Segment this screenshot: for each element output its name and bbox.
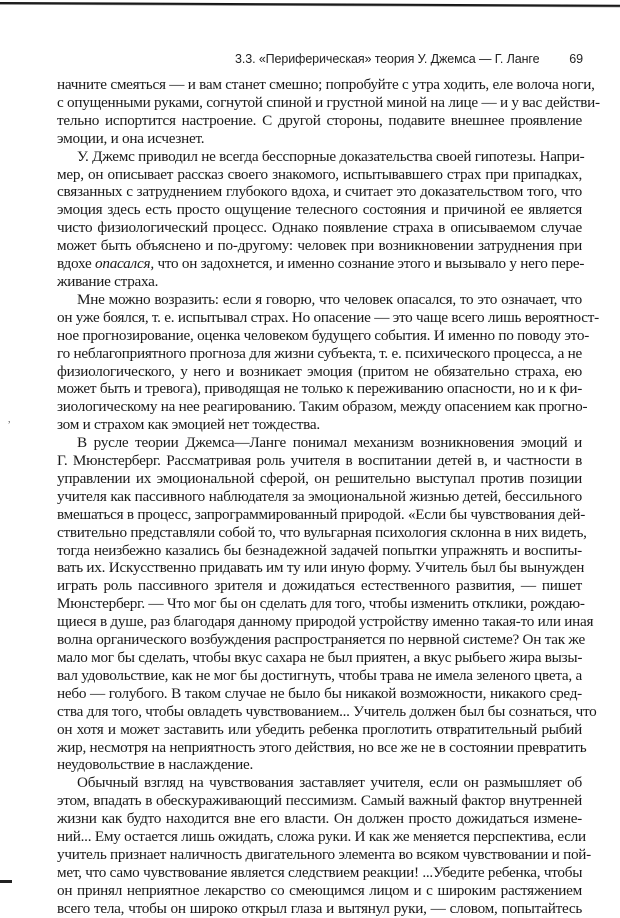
text-line: жизни как будто находится вне его власти. Он должен просто дожидаться измене- [57, 810, 582, 828]
text-line: Обычный взгляд на чувствования заставляет учителя, если он размышляет об [77, 774, 582, 792]
margin-mark: , [8, 414, 11, 425]
paragraph [57, 434, 597, 774]
text-line: этом, впадать в обескураживающий пессимизм. Самый важный фактор внутренней [57, 792, 582, 810]
text-line: вал удовольствие, как не мог бы достигнуть, чтобы трава не имела зеленого цвета, а [57, 666, 582, 684]
text-line: щиеся в душе, раз благодаря данному природой устройству именно такая-то или иная [57, 613, 594, 631]
text-line: начните смеяться — и вам станет смешно; попробуйте с утра ходить, еле волоча ноги, [57, 76, 595, 93]
text-line: живание страха. [57, 272, 159, 290]
text-line: эмоции, и она исчезнет. [57, 129, 205, 147]
text-line: зом и страхом как эмоцией нет тождества. [57, 416, 320, 434]
text-line: может быть объяснено и по-другому: человек при возникновении затруднения при [57, 237, 582, 255]
text-line: небо — голубого. В таком случае не было бы никакой возможности, никакого сред- [57, 684, 582, 702]
text-line: Мюнстерберг. — Что мог бы он сделать для того, чтобы изменить отклики, рождаю- [57, 595, 585, 613]
text-line: мер, он описывает рассказ своего знакомого, испытывавшего страх при припадках, [57, 165, 582, 183]
text-line: волна органического возбуждения распространяется по нервной системе? Он так же [57, 631, 585, 649]
text-line: зиологическому на нее реагированию. Таким образом, между опасением как прогно- [57, 398, 588, 416]
text-line: физиологического, у него и возникает эмоция (притом не обязательно страха, ею [57, 362, 582, 380]
text-line: он уже боялся, т. е. испытывал страх. Но опасение — это чаще всего лишь вероятност- [57, 308, 599, 326]
italic-term: опасался, [95, 255, 154, 273]
text-line: вдохе опасался, что он задохнется, и именно сознание этого и вызывало у него пере- [57, 255, 585, 273]
scan-corner-artifact [0, 880, 12, 883]
text-line: ства для того, чтобы овладеть чувствованием... Учитель должен был бы сознаться, что [57, 702, 597, 720]
text-line: чисто физиологический процесс. Однако появление страха в описываемом случае [57, 219, 582, 237]
text-line: жир, несмотря на неприятность этого действия, но все же не в состоянии превратить [57, 738, 587, 756]
text-line: вать их. Искусственно придавать им ту или иную форму. Учитель был бы вынужден [57, 559, 585, 577]
text-line: управлении их эмоциональной сферой, он решительно выступал против позиции [57, 469, 582, 487]
body-text [57, 76, 600, 918]
text-line: ний... Ему остается лишь ожидать, сложа руки. И как же меняется перспектива, если [57, 828, 586, 846]
paragraph [57, 774, 591, 917]
text-line: с опущенными руками, согнутой спиной и грустной миной на лице — и у вас действи- [57, 93, 600, 111]
text-line: учитель признает наличность двигательного элемента во всяком чувствовании и пой- [57, 845, 591, 863]
text-line: играть роль пассивного зрителя и дожидаться естественного развития, — пишет [57, 577, 582, 595]
scan-top-border [0, 2, 620, 8]
text-line: мет, что само чувствование является следствием реакции! ...Убедите ребенка, чтобы [57, 863, 583, 881]
text-line: неудовольствие в наслаждение. [57, 756, 254, 774]
text-line: тогда неизбежно казались бы безнадежной задачей попытки упражнять и воспиты- [57, 541, 582, 559]
text-line: вмешаться в процесс, запрограммированный природой. «Если бы чувствования дей- [57, 505, 586, 523]
text-line: связанных с затруднением глубокого вдоха, и считает это доказательством того, что [57, 183, 582, 201]
page-number: 69 [569, 52, 583, 66]
text-line: го неблагоприятного прогноза для жизни субъекта, т. е. психического процесса, а не [57, 344, 582, 362]
running-header-title: 3.3. «Периферическая» теория У. Джемса — Г. Ланге [235, 52, 540, 66]
text-line: он принял неприятное лекарство со смеющимся лицом и с широким растяжением [57, 881, 582, 899]
text-line: В русле теории Джемса—Ланге понимал механизм возникновения эмоций и [77, 434, 582, 452]
paragraph [57, 290, 599, 434]
text-line: У. Джемс приводил не всегда бесспорные доказательства своей гипотезы. Напри- [77, 147, 585, 165]
text-line: Г. Мюнстерберг. Рассматривая роль учителя в воспитании детей в, и частности в [57, 452, 582, 470]
paragraph [57, 76, 600, 148]
text-line: мало мог бы сделать, чтобы вкус сахара не был приятен, а вкус рыбьего жира вызы- [57, 649, 583, 666]
text-line: эмоция здесь есть просто ощущение телесного состояния и причиной ее является [57, 201, 582, 219]
text-line: ное прогнозирование, оценка человеком будущего события. И именно по поводу это- [57, 326, 590, 344]
text-line: тельно испортится настроение. С другой стороны, подавите внешнее проявление [57, 111, 582, 129]
text-line: учителя как пассивного наблюдателя за эмоциональной жизнью детей, бессильного [57, 487, 582, 505]
text-line: ствительно представляли собой то, что вульгарная психология склонна в них видеть, [57, 523, 587, 541]
paragraph [57, 147, 585, 291]
text-line: Мне можно возразить: если я говорю, что человек опасался, то это означает, что [77, 290, 582, 308]
text-line: он хотя и может заставить или убедить ребенка проглотить отвратительный рыбий [57, 720, 582, 738]
text-line: всего тела, чтобы он широко открыл глаза и вытянул руки, — словом, попытайтесь [57, 899, 582, 917]
text-line: может быть и тревога), приводящая не только к переживанию опасности, но и к фи- [57, 380, 582, 398]
